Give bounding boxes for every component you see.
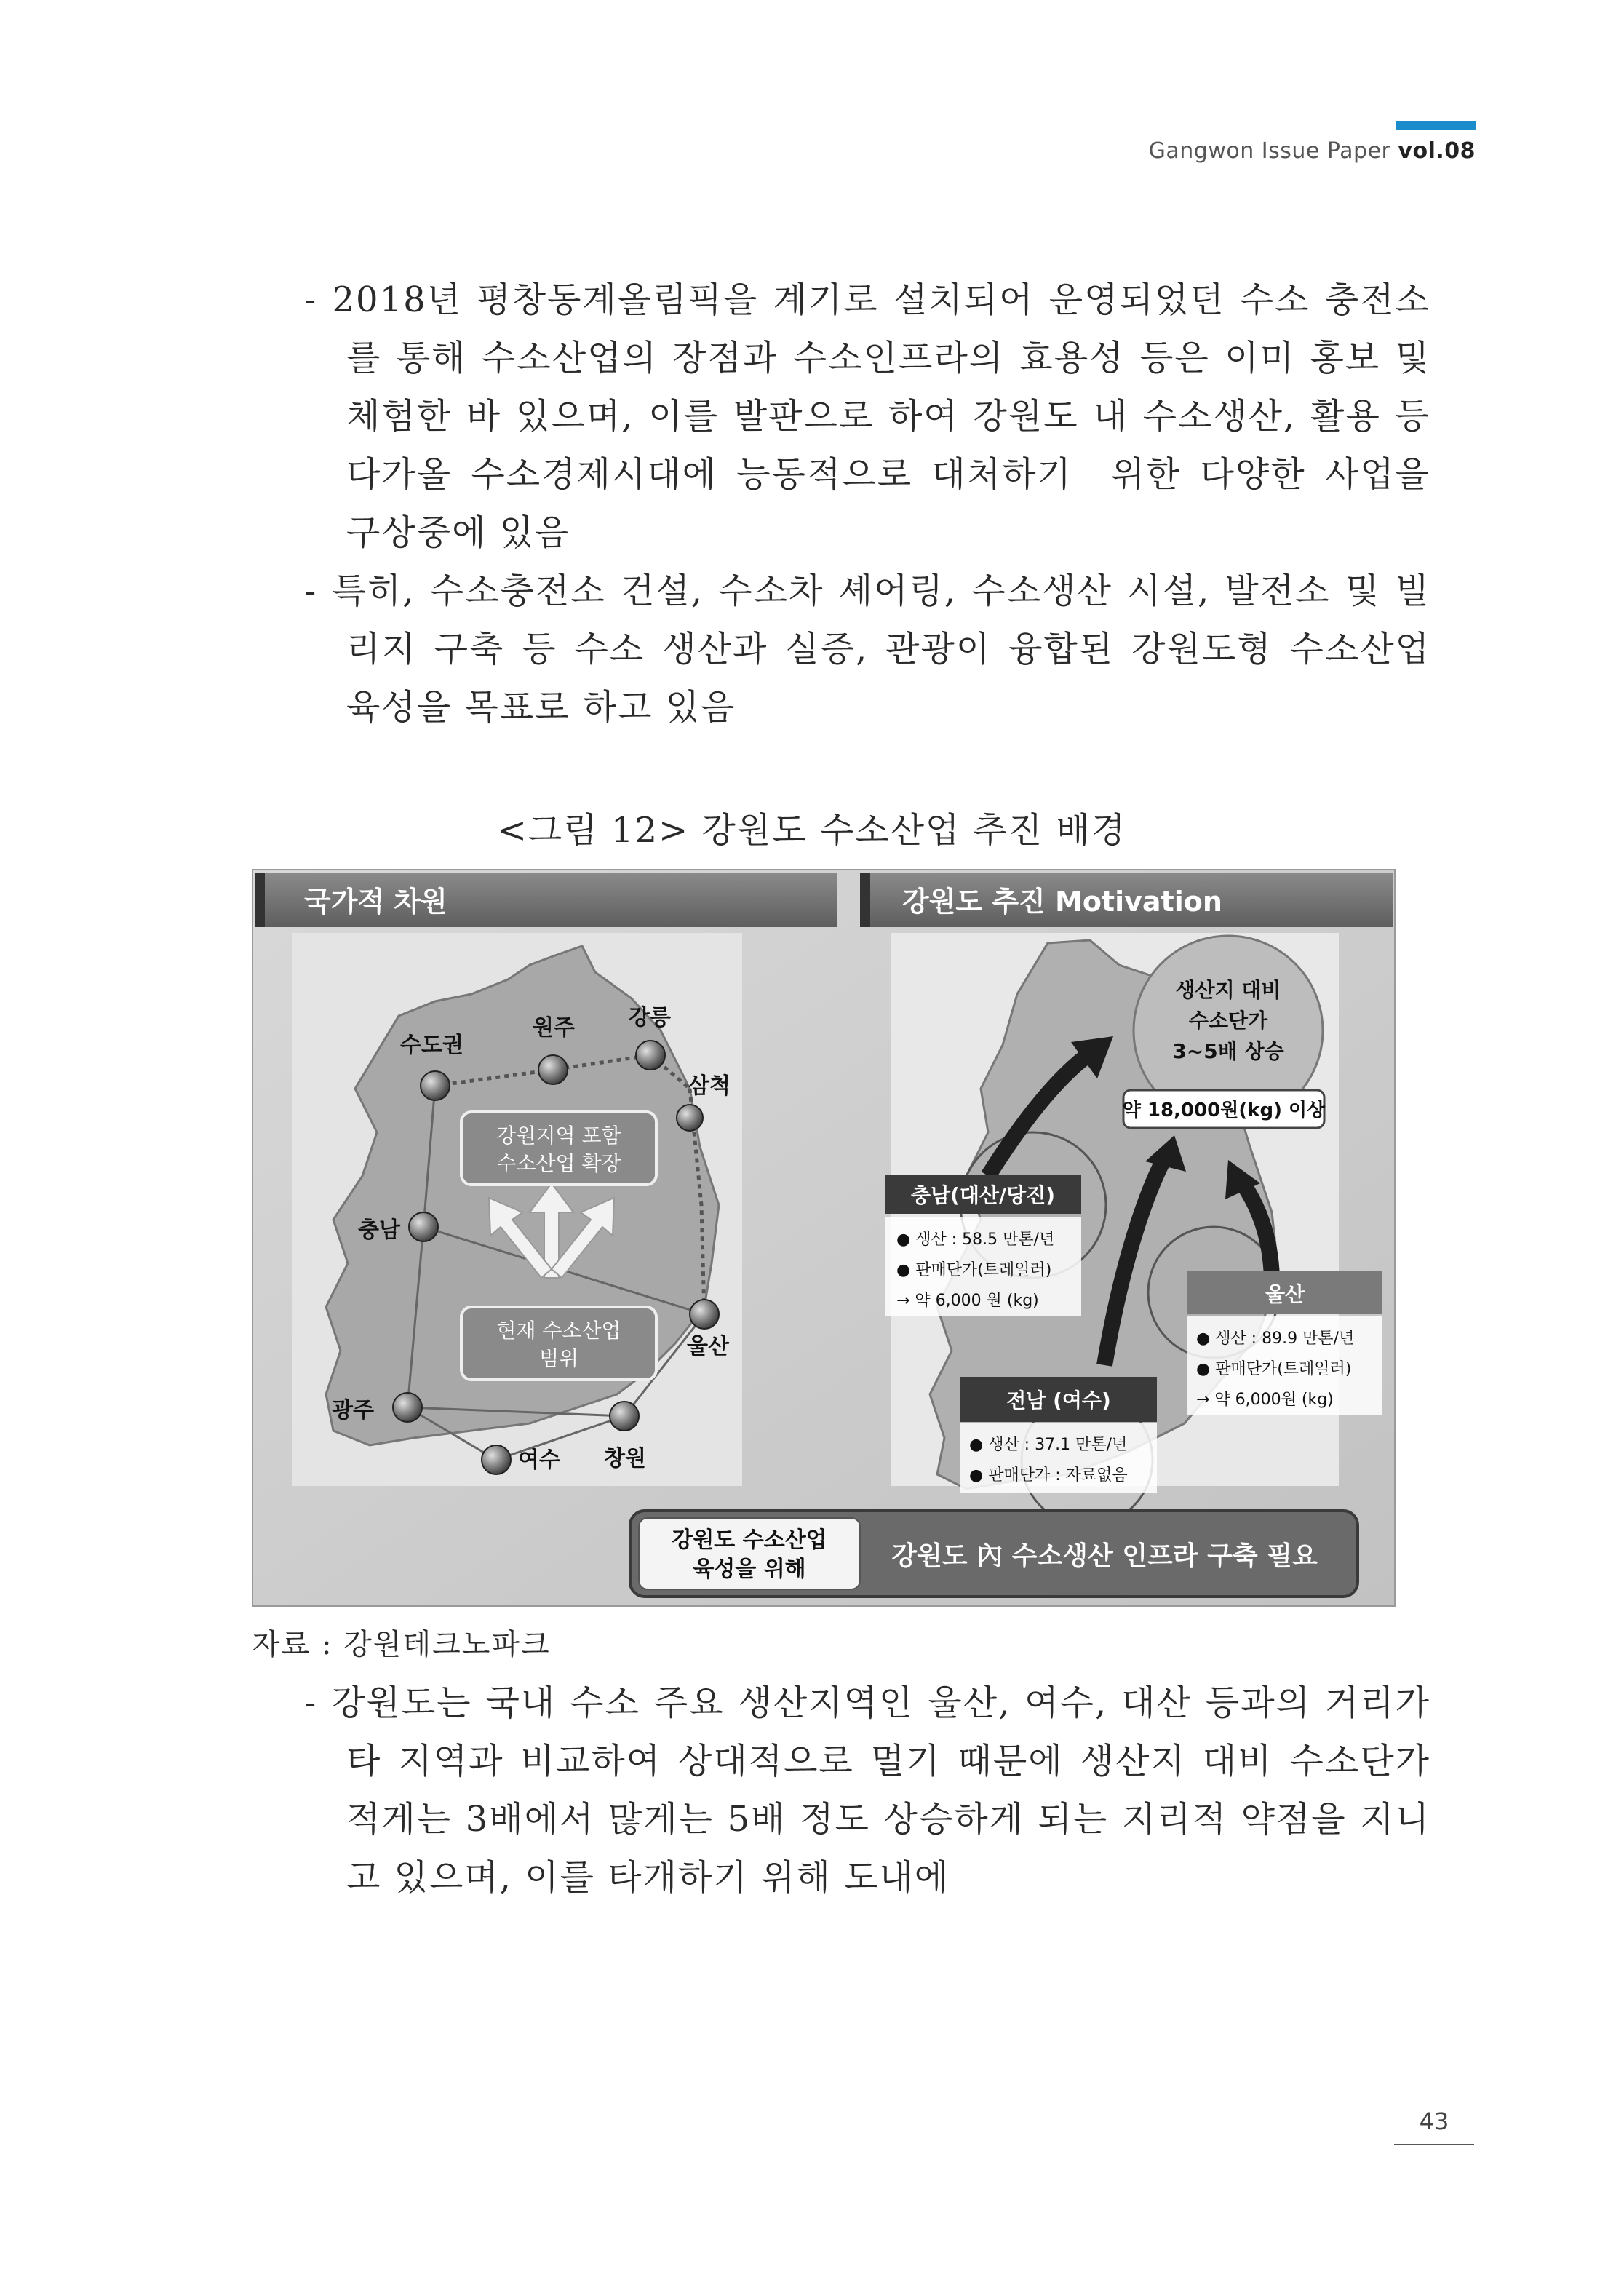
- box-expand-line-1: 강원지역 포함: [496, 1124, 621, 1148]
- region-ulsan-line-3: → 약 6,000원 (kg): [1196, 1391, 1334, 1409]
- city-label-ulsan: 울산: [687, 1334, 729, 1359]
- city-label-gwangju: 광주: [332, 1398, 374, 1423]
- region-ulsan-name: 울산: [1265, 1282, 1305, 1306]
- region-chungnam-line-1: ● 생산 : 58.5 만톤/년: [896, 1231, 1055, 1249]
- banner-right-text: 강원도 內 수소생산 인프라 구축 필요: [891, 1541, 1318, 1571]
- city-label-chungnam: 충남: [358, 1217, 400, 1243]
- city-label-changwon: 창원: [604, 1446, 646, 1471]
- price-tag-label: 약 18,000원(kg) 이상: [1122, 1100, 1326, 1121]
- page-number-rule: [1394, 2144, 1474, 2145]
- body-paragraph-1: - 2018년 평창동계올림픽을 계기로 설치되어 운영되었던 수소 충전소를 통해 수소산업의 장점과 수소인프라의 효용성 등은 이미 홍보 및 체험한 바 있으며, 이를 발판으로 하여 강원도 내 수소생산, 활용 등 다가올 수소경제시대에 능동적으로 대처하기 위한 다양한 사업을 구상중에 있음: [304, 279, 1444, 553]
- region-jeonnam-line-1: ● 생산 : 37.1 만톤/년: [969, 1436, 1128, 1454]
- region-chungnam-line-2: ● 판매단가(트레일러): [896, 1261, 1052, 1279]
- city-label-samcheok: 삼척: [688, 1073, 731, 1099]
- figure-graphic: [253, 870, 1394, 1605]
- figure-title: <그림 12> 강원도 수소산업 추진 배경: [497, 810, 1127, 851]
- region-ulsan-line-2: ● 판매단가(트레일러): [1196, 1360, 1352, 1378]
- banner-left-line-1: 강원도 수소산업: [672, 1527, 827, 1553]
- region-ulsan-line-1: ● 생산 : 89.9 만톤/년: [1196, 1330, 1355, 1348]
- body-paragraph-2: - 특히, 수소충전소 건설, 수소차 셰어링, 수소생산 시설, 발전소 및 빌리지 구축 등 수소 생산과 실증, 관광이 융합된 강원도형 수소산업 육성을 목표로 하고 있음: [304, 571, 1444, 728]
- header-volume: vol.08: [1398, 138, 1476, 164]
- header-accent-bar: [1396, 121, 1476, 130]
- box-current-line-1: 현재 수소산업: [496, 1319, 621, 1343]
- city-label-sudogwon: 수도권: [400, 1033, 463, 1058]
- region-chungnam-name: 충남(대산/당진): [910, 1183, 1056, 1207]
- bubble-line-2: 수소단가: [1188, 1009, 1268, 1033]
- banner-left-line-2: 육성을 위해: [693, 1557, 806, 1582]
- box-current-line-2: 범위: [538, 1346, 579, 1370]
- city-label-wonju: 원주: [533, 1015, 575, 1041]
- city-label-gangneung: 강릉: [629, 1005, 671, 1030]
- region-chungnam-line-3: → 약 6,000 원 (kg): [896, 1292, 1039, 1310]
- header-series: Gangwon Issue Paper: [1148, 138, 1398, 164]
- box-expand-line-2: 수소산업 확장: [496, 1151, 621, 1175]
- body-paragraph-3: - 강원도는 국내 수소 주요 생산지역인 울산, 여수, 대산 등과의 거리가 타 지역과 비교하여 상대적으로 멀기 때문에 생산지 대비 수소단가 적게는 3배에서 많게는 5배 정도 상승하게 되는 지리적 약점을 지니고 있으며, 이를 타개하기 위해 도내에: [304, 1682, 1444, 1898]
- bubble-line-3: 3~5배 상승: [1172, 1039, 1284, 1063]
- left-panel-heading: 국가적 차원: [304, 886, 447, 918]
- right-panel-heading: 강원도 추진 Motivation: [902, 886, 1222, 918]
- city-label-yeosu: 여수: [518, 1447, 560, 1473]
- bubble-line-1: 생산지 대비: [1175, 978, 1281, 1002]
- region-jeonnam-name: 전남 (여수): [1006, 1388, 1111, 1412]
- figure-image: [252, 869, 1396, 1607]
- figure-source: 자료 : 강원테크노파크: [252, 1628, 551, 1661]
- running-header: [1149, 138, 1476, 164]
- region-jeonnam-line-2: ● 판매단가 : 자료없음: [969, 1466, 1128, 1485]
- page-number: 43: [1419, 2107, 1449, 2135]
